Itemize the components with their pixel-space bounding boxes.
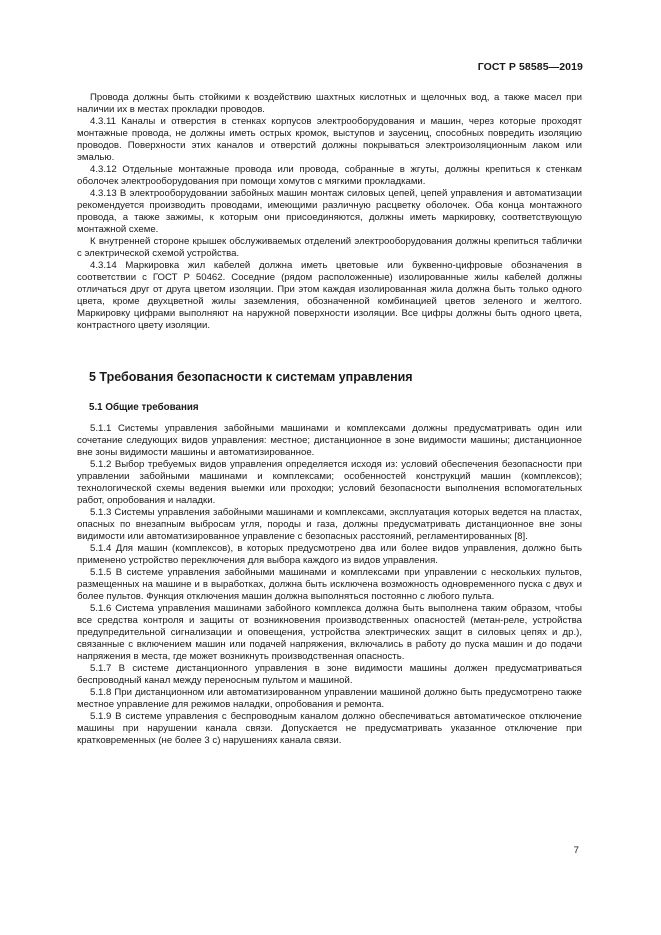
paragraph: 5.1.5 В системе управления забойными машинами и комплексами при управлении с нескольких пультов, размещенных на машине и в выработках, должна быть исключена возможность одновременного пуска с двух и более пультов. Функция отключения машин должна выполняться постоянно с любого пульта.	[77, 567, 582, 602]
paragraph: 5.1.3 Системы управления забойными машинами и комплексами, эксплуатация которых ведется на пластах, опасных по внезапным выбросам угля, породы и газа, должны предусматривать дистанционное вне зоны видимости или автоматизированное управление с безопасных расстояний, регламентированных [8].	[77, 507, 582, 542]
subsection-heading: 5.1 Общие требования	[89, 402, 199, 413]
paragraph: К внутренней стороне крышек обслуживаемых отделений электрооборудования должны крепиться таблички с электрической схемой устройства.	[77, 236, 582, 259]
page-content	[77, 92, 582, 747]
page-number: 7	[573, 845, 579, 856]
section-5-1-body	[77, 423, 582, 747]
paragraph: 5.1.4 Для машин (комплексов), в которых предусмотрено два или более видов управления, должно быть применено устройство переключения для выбора каждого из видов управления.	[77, 543, 582, 566]
paragraph: 5.1.2 Выбор требуемых видов управления определяется исходя из: условий обеспечения безопасности при управлении забойными машинами и комплексами; особенностей конструкций машин (комплексов); технологической схемы ведения выемки или проходки; условий безопасности выполнения вспомогательных работ, опробования и наладки.	[77, 459, 582, 506]
section-4-continuation	[77, 92, 582, 332]
paragraph: 5.1.7 В системе дистанционного управления в зоне видимости машины должен предусматриваться беспроводный канал между переносным пультом и машиной.	[77, 663, 582, 686]
section-heading: 5 Требования безопасности к системам управления	[89, 370, 413, 384]
paragraph: 5.1.9 В системе управления с беспроводным каналом должно обеспечиваться автоматическое отключение машины при нарушении канала связи. Допускается не предусматривать указанное отключение при кратковременных (не более 3 с) нарушениях канала связи.	[77, 711, 582, 746]
paragraph: 4.3.12 Отдельные монтажные провода или провода, собранные в жгуты, должны крепиться к стенкам оболочек электрооборудования при помощи хомутов с мягкими прокладками.	[77, 164, 582, 187]
paragraph: 5.1.8 При дистанционном или автоматизированном управлении машиной должно быть предусмотрено также местное управление для режимов наладки, опробования и ремонта.	[77, 687, 582, 710]
paragraph: 4.3.11 Каналы и отверстия в стенках корпусов электрооборудования и машин, через которые проходят монтажные провода, не должны иметь острых кромок, выступов и заусениц, способных повредить изоляцию проводов. Поверхности этих каналов и отверстий должны покрываться электроизоляционным лаком или эмалью.	[77, 116, 582, 163]
paragraph: 4.3.14 Маркировка жил кабелей должна иметь цветовые или буквенно-цифровые обозначения в соответствии с ГОСТ Р 50462. Соседние (рядом расположенные) изолированные жилы кабелей должны отличаться друг от друга цветом изоляции. При этом каждая изолированная жила должна быть только одного цвета, кроме двухцветной жилы заземления, обозначенной комбинацией цветов зеленого и желтого. Маркировку цифрами выполняют на наружной поверхности изоляции. Все цифры должны быть одного цвета, контрастного цвету изоляции.	[77, 260, 582, 331]
paragraph: 5.1.1 Системы управления забойными машинами и комплексами должны предусматривать один или сочетание следующих видов управления: местное; дистанционное в зоне видимости машины; дистанционное вне зоны видимости машины и автоматизированное.	[77, 423, 582, 458]
document-code: ГОСТ Р 58585—2019	[477, 61, 583, 73]
spacer	[77, 332, 582, 370]
paragraph: Провода должны быть стойкими к воздействию шахтных кислотных и щелочных вод, а также масел при наличии их в местах прокладки проводов.	[77, 92, 582, 115]
paragraph: 4.3.13 В электрооборудовании забойных машин монтаж силовых цепей, цепей управления и автоматизации рекомендуется производить проводами, имеющими различную расцветку оболочек. Оба конца монтажного провода, а также зажимы, к которым они присоединяются, должны иметь маркировку, соответствующую монтажной схеме.	[77, 188, 582, 235]
spacer	[77, 414, 582, 423]
paragraph: 5.1.6 Система управления машинами забойного комплекса должна быть выполнена таким образом, чтобы все средства контроля и защиты от возникновения производственных опасностей (метан-реле, устройства предупредительной сигнализации и оповещения, устройства электрических защит в силовых цепях и др.), связанные с включением машин или подачей напряжения, включались в работу до пуска машин и до подачи напряжения в места, где может возникнуть производственная опасность.	[77, 603, 582, 662]
spacer	[77, 384, 582, 402]
